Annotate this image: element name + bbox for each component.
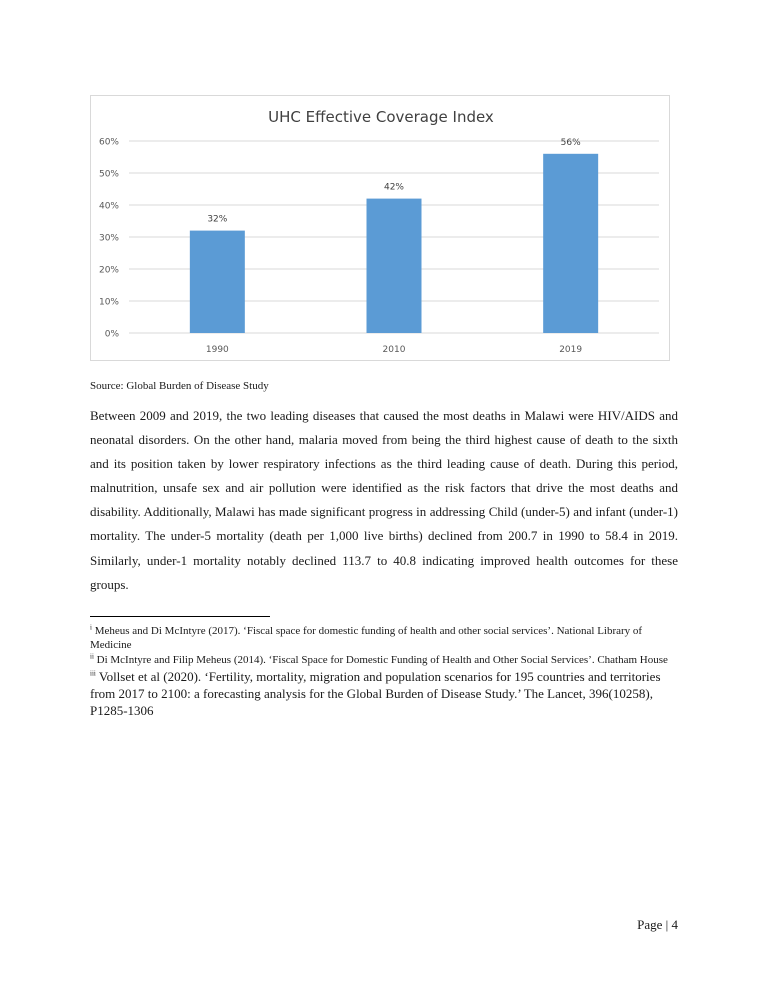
x-tick-label: 2010 xyxy=(382,345,406,355)
x-tick-label: 1990 xyxy=(205,345,229,355)
data-label: 42% xyxy=(383,182,405,193)
footnote-3 xyxy=(90,668,678,719)
x-tick-label: 2019 xyxy=(559,345,583,355)
footnote-text: Di McIntyre and Filip Meheus (2014). ‘Fiscal Space for Domestic Funding of Health and Other Social Services’. Chatham House xyxy=(96,654,668,666)
y-tick-label: 50% xyxy=(98,169,119,180)
chart-title: UHC Effective Coverage Index xyxy=(268,108,494,126)
page-number: Page | 4 xyxy=(637,917,678,932)
footnote-marker: iii xyxy=(90,669,96,678)
y-tick-label: 30% xyxy=(98,233,119,244)
footnote-text: Vollset et al (2020). ‘Fertility, mortality, migration and population scenarios for 195 countries and territories from 2017 to 2100: a forecasting analysis for the Global Burden of Disease Study.’ The Lancet, 396(10258), P1285-1306 xyxy=(90,669,661,718)
bar xyxy=(543,154,598,333)
y-tick-label: 10% xyxy=(98,297,119,308)
y-tick-label: 60% xyxy=(98,137,119,148)
chart-source-caption: Source: Global Burden of Disease Study xyxy=(90,380,269,392)
chart-svg xyxy=(91,96,671,362)
body-paragraph: Between 2009 and 2019, the two leading diseases that caused the most deaths in Malawi were HIV/AIDS and neonatal disorders. On the other hand, malaria moved from being the third highest cause of death to the sixth and its position taken by lower respiratory infections as the third leading cause of death. During this period, malnutrition, unsafe sex and air pollution were identified as the risk factors that drive the most deaths and disability. Additionally, Malawi has made significant progress in addressing Child (under-5) and infant (under-1) mortality. The under-5 mortality (death per 1,000 live births) declined from 200.7 in 1990 to 58.4 in 2019. Similarly, under-1 mortality notably declined 113.7 to 40.8 indicating improved health outcomes for these groups. xyxy=(90,408,678,592)
footnote-marker: ii xyxy=(90,652,94,661)
bar xyxy=(367,199,422,333)
data-label: 32% xyxy=(207,214,228,225)
footnote-marker: i xyxy=(90,623,92,632)
y-tick-label: 0% xyxy=(104,329,119,340)
footnote-1 xyxy=(90,624,678,652)
y-tick-label: 40% xyxy=(98,201,119,212)
footnote-2 xyxy=(90,653,678,667)
footnote-text: Meheus and Di McIntyre (2017). ‘Fiscal space for domestic funding of health and other social services’. National Library of Medicine xyxy=(90,625,643,651)
coverage-chart xyxy=(90,95,670,361)
footnote-separator xyxy=(90,616,270,617)
bar xyxy=(190,231,245,333)
y-tick-label: 20% xyxy=(98,265,119,276)
footnotes xyxy=(90,624,678,720)
data-label: 56% xyxy=(560,137,581,148)
